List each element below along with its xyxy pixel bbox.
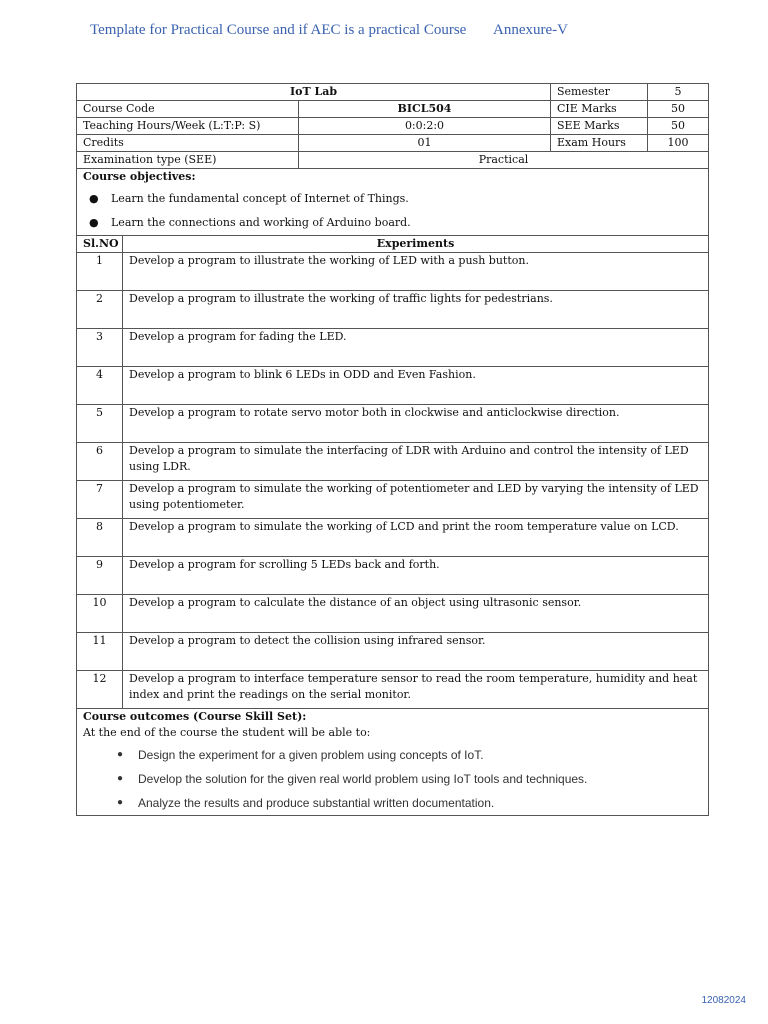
experiment-number: 3	[77, 329, 123, 367]
teaching-hours-value: 0:0:2:0	[299, 118, 551, 135]
see-marks-label: SEE Marks	[551, 118, 648, 135]
objective-item	[83, 211, 702, 235]
credits-row	[77, 135, 709, 152]
experiment-text: Develop a program to detect the collision using infrared sensor.	[123, 633, 709, 671]
course-name: IoT Lab	[77, 84, 551, 101]
experiment-number: 11	[77, 633, 123, 671]
semester-value: 5	[648, 84, 709, 101]
bullet-icon: ●	[117, 749, 124, 760]
experiment-row	[77, 291, 709, 329]
exam-type-label: Examination type (SEE)	[77, 152, 299, 169]
experiments-header-row	[77, 236, 709, 253]
experiment-text: Develop a program to interface temperature sensor to read the room temperature, humidity and heat index and print the readings on the serial monitor.	[123, 671, 709, 709]
document-code: 12082024	[701, 995, 746, 1006]
outcome-text: Design the experiment for a given problem using concepts of IoT.	[138, 748, 484, 762]
experiment-row	[77, 519, 709, 557]
see-marks-value: 50	[648, 118, 709, 135]
teaching-hours-row	[77, 118, 709, 135]
course-code-label: Course Code	[77, 101, 299, 118]
experiment-number: 6	[77, 443, 123, 481]
experiment-text: Develop a program to illustrate the working of LED with a push button.	[123, 253, 709, 291]
objectives-title: Course objectives:	[83, 170, 196, 183]
course-code-row	[77, 101, 709, 118]
experiment-number: 1	[77, 253, 123, 291]
experiment-number: 5	[77, 405, 123, 443]
objective-text: Learn the fundamental concept of Internet of Things.	[111, 192, 409, 205]
experiment-row	[77, 633, 709, 671]
experiment-row	[77, 557, 709, 595]
page-header	[90, 22, 710, 39]
experiment-number: 4	[77, 367, 123, 405]
outcome-item	[83, 743, 702, 767]
teaching-hours-label: Teaching Hours/Week (L:T:P: S)	[77, 118, 299, 135]
bullet-icon: ●	[117, 797, 124, 808]
experiment-text: Develop a program to illustrate the working of traffic lights for pedestrians.	[123, 291, 709, 329]
experiment-text: Develop a program to rotate servo motor both in clockwise and anticlockwise direction.	[123, 405, 709, 443]
outcomes-intro: At the end of the course the student will be able to:	[83, 726, 371, 739]
experiment-number: 8	[77, 519, 123, 557]
experiments-header: Experiments	[123, 236, 709, 253]
experiment-row	[77, 671, 709, 709]
bullet-icon: ●	[89, 216, 99, 229]
experiment-row	[77, 443, 709, 481]
outcomes-title: Course outcomes (Course Skill Set):	[83, 710, 307, 723]
outcome-text: Develop the solution for the given real world problem using IoT tools and techniques.	[138, 772, 588, 786]
experiment-number: 10	[77, 595, 123, 633]
outcomes-cell	[77, 709, 709, 816]
objective-text: Learn the connections and working of Arduino board.	[111, 216, 411, 229]
bullet-icon: ●	[89, 192, 99, 205]
experiment-number: 7	[77, 481, 123, 519]
cie-marks-label: CIE Marks	[551, 101, 648, 118]
exam-type-value: Practical	[299, 152, 709, 169]
template-title: Template for Practical Course and if AEC is a practical Course	[90, 22, 467, 38]
experiment-row	[77, 481, 709, 519]
credits-value: 01	[299, 135, 551, 152]
experiment-number: 12	[77, 671, 123, 709]
serial-number-header: Sl.NO	[77, 236, 123, 253]
objectives-cell	[77, 169, 709, 236]
experiment-text: Develop a program for scrolling 5 LEDs back and forth.	[123, 557, 709, 595]
experiment-text: Develop a program to simulate the working of potentiometer and LED by varying the intensity of LED using potentiometer.	[123, 481, 709, 519]
experiment-text: Develop a program to simulate the interfacing of LDR with Arduino and control the intensity of LED using LDR.	[123, 443, 709, 481]
experiment-number: 2	[77, 291, 123, 329]
experiment-row	[77, 253, 709, 291]
outcome-item	[83, 767, 702, 791]
bullet-icon: ●	[117, 773, 124, 784]
outcome-text: Analyze the results and produce substantial written documentation.	[138, 796, 495, 810]
credits-label: Credits	[77, 135, 299, 152]
experiment-text: Develop a program to blink 6 LEDs in ODD and Even Fashion.	[123, 367, 709, 405]
outcome-item	[83, 791, 702, 815]
objectives-row	[77, 169, 709, 236]
experiment-text: Develop a program to simulate the working of LCD and print the room temperature value on LCD.	[123, 519, 709, 557]
course-code-value: BICL504	[299, 101, 551, 118]
experiment-row	[77, 329, 709, 367]
outcomes-row	[77, 709, 709, 816]
experiment-text: Develop a program to calculate the distance of an object using ultrasonic sensor.	[123, 595, 709, 633]
objective-item	[83, 187, 702, 211]
experiment-row	[77, 595, 709, 633]
exam-hours-value: 100	[648, 135, 709, 152]
experiment-text: Develop a program for fading the LED.	[123, 329, 709, 367]
course-table	[76, 83, 709, 816]
exam-hours-label: Exam Hours	[551, 135, 648, 152]
course-title-row	[77, 84, 709, 101]
experiment-row	[77, 367, 709, 405]
experiment-row	[77, 405, 709, 443]
semester-label: Semester	[551, 84, 648, 101]
cie-marks-value: 50	[648, 101, 709, 118]
exam-type-row	[77, 152, 709, 169]
annexure-label: Annexure-V	[493, 22, 568, 38]
experiment-number: 9	[77, 557, 123, 595]
